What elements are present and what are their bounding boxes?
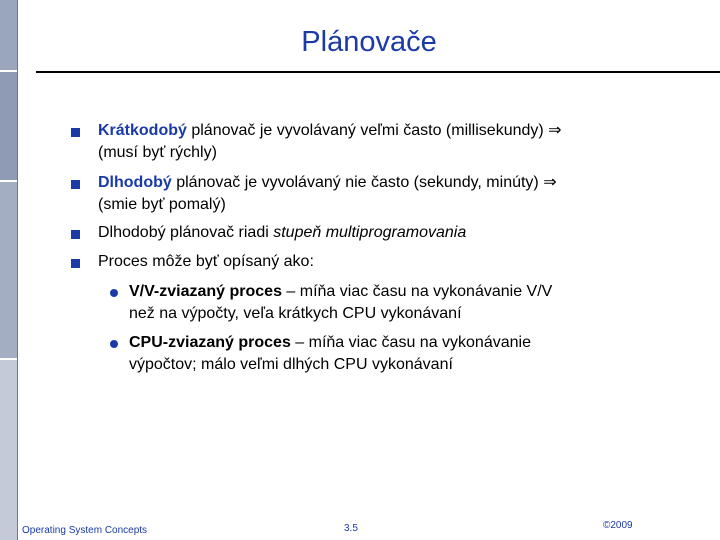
bullet-text-line2: (smie byť pomalý): [98, 196, 226, 213]
bullet-text: Dlhodobý plánovač riadi: [98, 224, 274, 241]
bullet-item: [98, 172, 557, 216]
footer-left: Operating System Concepts: [22, 525, 148, 536]
sub-bullet-text: – míňa viac času na vykonávanie V/V: [281, 283, 553, 300]
sub-bullet-text: – míňa viac času na vykonávanie: [290, 334, 531, 351]
square-bullet-icon: [71, 230, 80, 239]
bullet-term: Krátkodobý: [98, 122, 187, 139]
sub-bullet-item: [129, 281, 552, 325]
footer-copyright: ©2009: [603, 520, 633, 531]
left-bar-segment: [0, 360, 18, 540]
bullet-text-line2: (musí byť rýchly): [98, 144, 217, 161]
bullet-item: [98, 251, 314, 273]
sub-bullet-text-line2: než na výpočty, veľa krátkych CPU vykonávaní: [129, 305, 462, 322]
title-underline: [36, 71, 720, 73]
bullet-item: [98, 222, 466, 244]
bullet-emphasis: stupeň multiprogramovania: [273, 224, 467, 241]
round-bullet-icon: [110, 340, 118, 348]
bullet-text: plánovač je vyvolávaný veľmi často (millisekundy) ⇒: [186, 122, 562, 139]
round-bullet-icon: [110, 289, 118, 297]
sub-bullet-term: CPU-zviazaný proces: [129, 334, 291, 351]
left-bar-segment: [0, 72, 18, 180]
sub-bullet-text-line2: výpočtov; málo veľmi dlhých CPU vykonávaní: [129, 356, 453, 373]
bullet-text: plánovač je vyvolávaný nie často (sekundy, minúty) ⇒: [171, 174, 557, 191]
sub-bullet-term: V/V-zviazaný proces: [129, 283, 282, 300]
bullet-item: [98, 120, 562, 164]
left-bar-line: [17, 0, 18, 540]
footer-page-number: 3.5: [344, 523, 358, 534]
bullet-text: Proces môže byť opísaný ako:: [98, 253, 314, 270]
left-bar-segment: [0, 0, 18, 70]
sub-bullet-item: [129, 332, 531, 376]
bullet-term: Dlhodobý: [98, 174, 172, 191]
left-bar-segment: [0, 182, 18, 358]
square-bullet-icon: [71, 180, 80, 189]
left-decorative-bar: [0, 0, 18, 540]
square-bullet-icon: [71, 259, 80, 268]
slide-title: Plánovače: [301, 26, 437, 58]
square-bullet-icon: [71, 128, 80, 137]
